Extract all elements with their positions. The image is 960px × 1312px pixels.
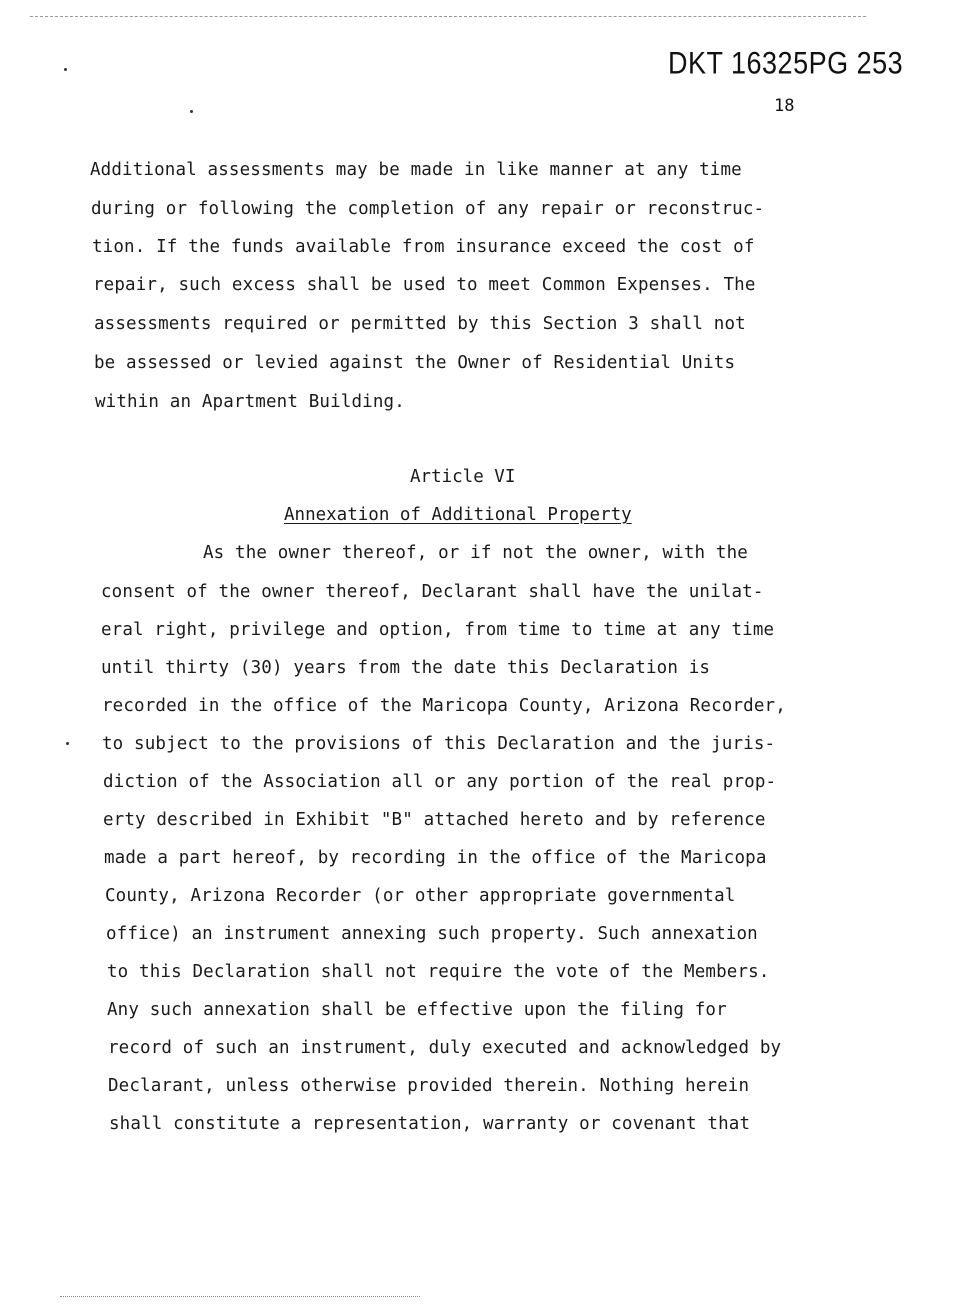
text-line: recorded in the office of the Maricopa County, Arizona Recorder, <box>102 696 786 716</box>
text-line: repair, such excess shall be used to meet Common Expenses. The <box>93 275 756 295</box>
text-line: be assessed or levied against the Owner of Residential Units <box>94 353 736 373</box>
text-line: Declarant, unless otherwise provided therein. Nothing herein <box>108 1076 750 1096</box>
article-title: Annexation of Additional Property <box>284 505 632 525</box>
text-line: eral right, privilege and option, from time to time at any time <box>101 620 775 640</box>
text-line: to subject to the provisions of this Declaration and the juris- <box>102 734 776 754</box>
text-line: during or following the completion of any repair or reconstruc- <box>91 199 765 219</box>
text-line: erty described in Exhibit "B" attached hereto and by reference <box>103 810 766 830</box>
text-line: within an Apartment Building. <box>95 392 405 412</box>
text-line: office) an instrument annexing such property. Such annexation <box>106 924 758 944</box>
text-line: County, Arizona Recorder (or other appropriate governmental <box>105 886 736 906</box>
text-line: consent of the owner thereof, Declarant shall have the unilat- <box>101 582 764 602</box>
text-line: shall constitute a representation, warranty or covenant that <box>109 1114 751 1134</box>
text-line: tion. If the funds available from insurance exceed the cost of <box>92 237 755 257</box>
scan-speck <box>190 110 193 113</box>
article-number: Article VI <box>410 467 516 487</box>
page-number: 18 <box>774 96 795 116</box>
text-line: Additional assessments may be made in like manner at any time <box>90 160 742 180</box>
scan-artifact-top <box>30 16 866 21</box>
text-line: until thirty (30) years from the date this Declaration is <box>101 658 711 678</box>
text-line: assessments required or permitted by this Section 3 shall not <box>94 314 746 334</box>
scan-artifact-bottom <box>60 1296 420 1300</box>
text-line: Any such annexation shall be effective upon the filing for <box>107 1000 727 1020</box>
scan-speck <box>64 68 67 71</box>
scan-speck <box>66 742 69 745</box>
text-line: record of such an instrument, duly executed and acknowledged by <box>108 1038 782 1058</box>
text-line: As the owner thereof, or if not the owner, with the <box>203 543 748 563</box>
text-line: made a part hereof, by recording in the office of the Maricopa <box>104 848 767 868</box>
docket-number: DKT 16325PG 253 <box>668 45 904 81</box>
text-line: to this Declaration shall not require the vote of the Members. <box>107 962 770 982</box>
text-line: diction of the Association all or any portion of the real prop- <box>103 772 777 792</box>
